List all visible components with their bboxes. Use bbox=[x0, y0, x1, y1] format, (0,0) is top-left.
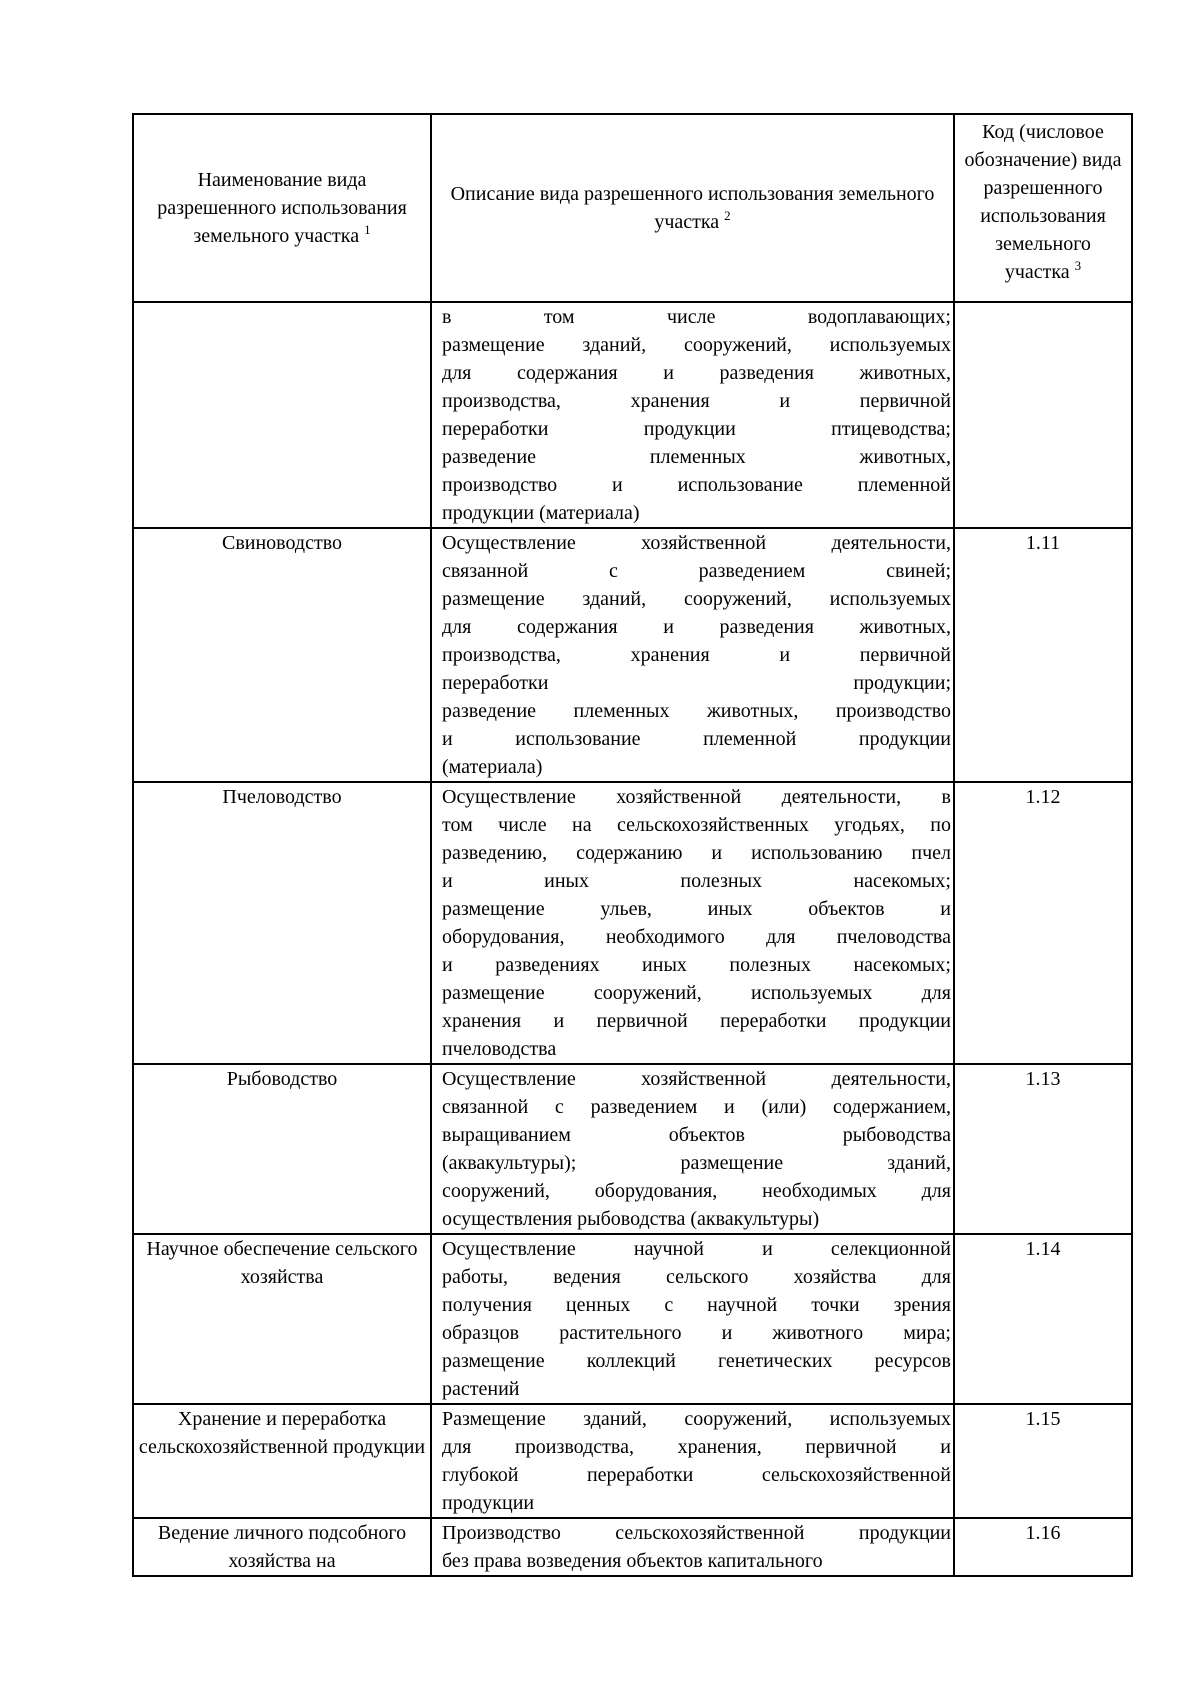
table-row bbox=[133, 1064, 1132, 1234]
table-row bbox=[133, 782, 1132, 1064]
land-use-description bbox=[431, 1064, 954, 1234]
description-line: размещение коллекций генетических ресурсов bbox=[442, 1350, 951, 1372]
description-line: работы, ведения сельского хозяйства для bbox=[442, 1266, 951, 1288]
description-line: связанной с разведением и (или) содержанием, bbox=[442, 1096, 951, 1118]
description-line: и разведениях иных полезных насекомых; bbox=[442, 954, 951, 976]
land-use-code: 1.15 bbox=[954, 1404, 1132, 1518]
land-use-code: 1.14 bbox=[954, 1234, 1132, 1404]
description-line: сооружений, оборудования, необходимых для bbox=[442, 1180, 951, 1202]
description-line: переработки продукции птицеводства; bbox=[442, 418, 951, 440]
land-use-name: Рыбоводство bbox=[133, 1064, 431, 1234]
table-body bbox=[133, 302, 1132, 1576]
table-row bbox=[133, 1518, 1132, 1576]
description-line: том числе на сельскохозяйственных угодьях, по bbox=[442, 814, 951, 836]
description-line: без права возведения объектов капитального bbox=[442, 1550, 823, 1572]
description-line: разведение племенных животных, bbox=[442, 446, 951, 468]
description-line: хранения и первичной переработки продукции bbox=[442, 1010, 951, 1032]
description-line: для содержания и разведения животных, bbox=[442, 362, 951, 384]
table-row bbox=[133, 1404, 1132, 1518]
land-use-name: Ведение личного подсобного хозяйства на bbox=[133, 1518, 431, 1576]
description-line: (аквакультуры); размещение зданий, bbox=[442, 1152, 951, 1174]
table-row bbox=[133, 528, 1132, 782]
land-use-description bbox=[431, 1518, 954, 1576]
land-use-name: Научное обеспечение сельского хозяйства bbox=[133, 1234, 431, 1404]
description-line: Осуществление хозяйственной деятельности, bbox=[442, 532, 951, 554]
header-description-text: Описание вида разрешенного использования земельного участка bbox=[450, 183, 935, 233]
description-line: разведение племенных животных, производство bbox=[442, 700, 951, 722]
description-line: Осуществление хозяйственной деятельности, в bbox=[442, 786, 951, 808]
land-use-code: 1.12 bbox=[954, 782, 1132, 1064]
description-line: для производства, хранения, первичной и bbox=[442, 1436, 951, 1458]
description-line: осуществления рыбоводства (аквакультуры) bbox=[442, 1208, 820, 1230]
description-line: растений bbox=[442, 1378, 520, 1400]
description-line: Размещение зданий, сооружений, используемых bbox=[442, 1408, 951, 1430]
description-line: получения ценных с научной точки зрения bbox=[442, 1294, 951, 1316]
description-line: Осуществление хозяйственной деятельности, bbox=[442, 1068, 951, 1090]
land-use-name: Хранение и переработка сельскохозяйственной продукции bbox=[133, 1404, 431, 1518]
description-line: переработки продукции; bbox=[442, 672, 951, 694]
table-row bbox=[133, 1234, 1132, 1404]
description-line: связанной с разведением свиней; bbox=[442, 560, 951, 582]
land-use-code: 1.16 bbox=[954, 1518, 1132, 1576]
table-header-row bbox=[133, 114, 1132, 302]
header-description-note: 2 bbox=[724, 208, 731, 223]
description-line: продукции bbox=[442, 1492, 535, 1514]
description-line: продукции (материала) bbox=[442, 502, 640, 524]
description-line: размещение сооружений, используемых для bbox=[442, 982, 951, 1004]
description-line: образцов растительного и животного мира; bbox=[442, 1322, 951, 1344]
description-line: для содержания и разведения животных, bbox=[442, 616, 951, 638]
header-code-note: 3 bbox=[1074, 258, 1082, 273]
description-line: выращиванием объектов рыбоводства bbox=[442, 1124, 951, 1146]
header-description bbox=[431, 114, 954, 302]
header-code bbox=[954, 114, 1132, 302]
description-line: Осуществление научной и селекционной bbox=[442, 1238, 951, 1260]
land-use-name: Свиноводство bbox=[133, 528, 431, 782]
land-use-code: 1.11 bbox=[954, 528, 1132, 782]
land-use-code: 1.13 bbox=[954, 1064, 1132, 1234]
land-use-description bbox=[431, 1404, 954, 1518]
header-name bbox=[133, 114, 431, 302]
table-row bbox=[133, 302, 1132, 528]
description-line: производство и использование племенной bbox=[442, 474, 951, 496]
description-line: производства, хранения и первичной bbox=[442, 644, 951, 666]
description-line: и использование племенной продукции bbox=[442, 728, 951, 750]
description-line: разведению, содержанию и использованию пчел bbox=[442, 842, 951, 864]
description-line: глубокой переработки сельскохозяйственной bbox=[442, 1464, 951, 1486]
land-use-name: Пчеловодство bbox=[133, 782, 431, 1064]
header-name-note: 1 bbox=[364, 222, 371, 237]
description-line: (материала) bbox=[442, 756, 543, 778]
description-line: Производство сельскохозяйственной продукции bbox=[442, 1522, 951, 1544]
header-name-text: Наименование вида разрешенного использования земельного участка bbox=[157, 169, 407, 247]
land-use-description bbox=[431, 302, 954, 528]
land-use-code bbox=[954, 302, 1132, 528]
description-line: размещение ульев, иных объектов и bbox=[442, 898, 951, 920]
description-line: оборудования, необходимого для пчеловодства bbox=[442, 926, 951, 948]
land-use-table bbox=[132, 113, 1133, 1577]
description-line: пчеловодства bbox=[442, 1038, 557, 1060]
description-line: производства, хранения и первичной bbox=[442, 390, 951, 412]
land-use-description bbox=[431, 1234, 954, 1404]
land-use-description bbox=[431, 782, 954, 1064]
description-line: в том числе водоплавающих; bbox=[442, 306, 951, 328]
header-code-text: Код (числовое обозначение) вида разрешенного использования земельного участка bbox=[964, 121, 1122, 283]
land-use-name bbox=[133, 302, 431, 528]
description-line: и иных полезных насекомых; bbox=[442, 870, 951, 892]
description-line: размещение зданий, сооружений, используемых bbox=[442, 334, 951, 356]
land-use-description bbox=[431, 528, 954, 782]
description-line: размещение зданий, сооружений, используемых bbox=[442, 588, 951, 610]
